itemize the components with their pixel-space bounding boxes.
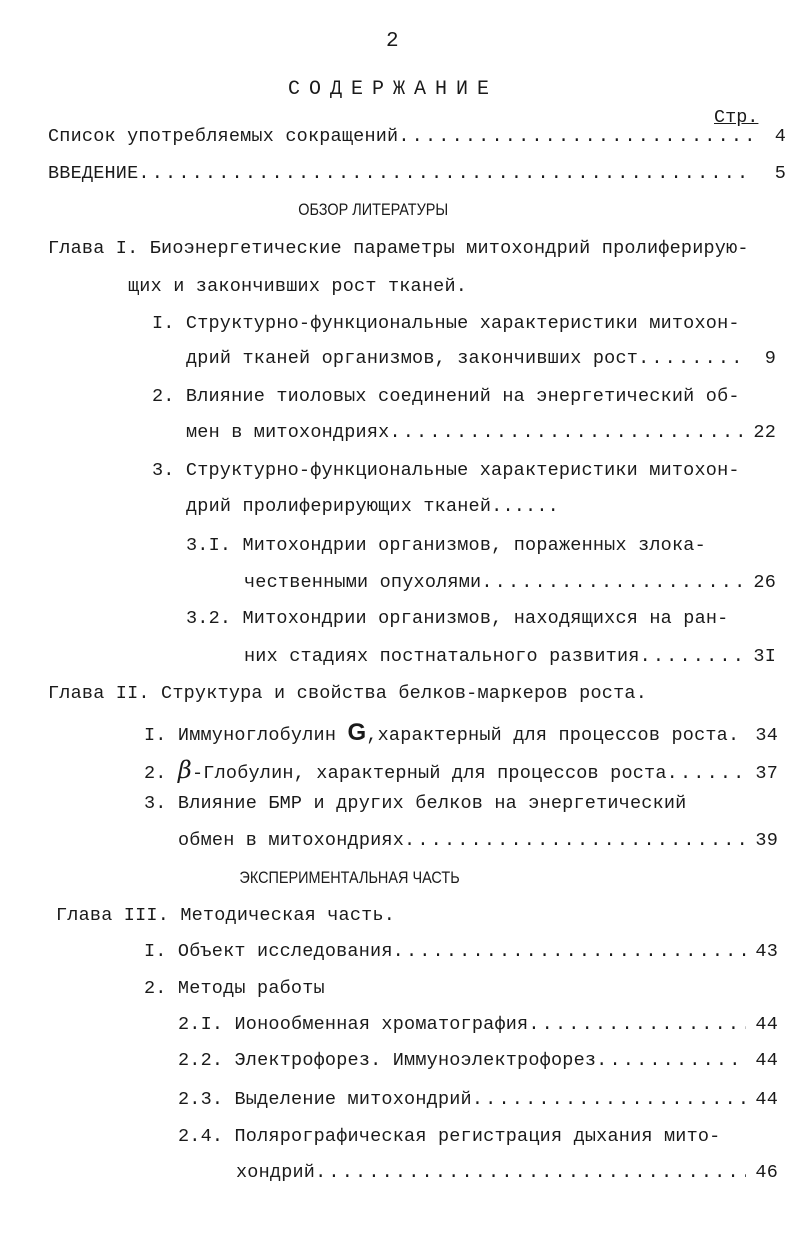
leader-dots xyxy=(315,1162,746,1183)
toc-entry-page: 46 xyxy=(755,1162,778,1183)
toc-entry-text: мен в митохондриях xyxy=(186,422,390,443)
toc-entry-text: 2.I. Ионообменная хроматография xyxy=(178,1014,529,1035)
symbol-g: G xyxy=(347,719,367,746)
chapter-3-heading: Глава III. Методическая часть. xyxy=(56,905,396,926)
leader-dots xyxy=(138,163,754,184)
toc-entry-text: обмен в митохондриях xyxy=(178,830,405,851)
toc-item-2-2 xyxy=(144,756,778,782)
toc-item-3-2-4: 2.4. Полярографическая регистрация дыхания мито- xyxy=(178,1126,721,1147)
toc-item-1-1: I. Структурно-функциональные характеристики митохон- xyxy=(152,313,740,334)
toc-entry-page: 37 xyxy=(755,763,778,784)
toc-item-1-2: 2. Влияние тиоловых соединений на энергетический об- xyxy=(152,386,740,407)
toc-entry-page: 9 xyxy=(764,348,776,369)
toc-entry-page: 26 xyxy=(753,572,776,593)
toc-item-1-2-cont xyxy=(186,422,776,448)
toc-entry-text: чественными опухолями xyxy=(244,572,482,593)
toc-item-3-2: 2. Методы работы xyxy=(144,978,325,999)
leader-dots xyxy=(472,1089,746,1110)
toc-entry-page: 43 xyxy=(755,941,778,962)
toc-entry-introduction xyxy=(48,163,786,189)
leader-dots xyxy=(393,941,746,962)
toc-item-2-1 xyxy=(144,719,778,745)
toc-entry-text: Список употребляемых сокращений xyxy=(48,126,399,147)
leader-dots xyxy=(638,348,744,369)
chapter-2-heading: Глава II. Структура и свойства белков-маркеров роста. xyxy=(48,683,647,704)
leader-dots xyxy=(404,830,746,851)
toc-entry-page: 4 xyxy=(774,126,786,147)
toc-entry-text: них стадиях постнатального развития xyxy=(244,646,640,667)
toc-item-2-3-cont xyxy=(178,830,778,856)
toc-item-3-2-4-cont xyxy=(236,1162,778,1188)
toc-item-1-3: 3. Структурно-функциональные характеристики митохон- xyxy=(152,460,740,481)
toc-entry-text: 2.2. Электрофорез. Иммуноэлектрофорез xyxy=(178,1050,597,1071)
section-heading-experimental: ЭКСПЕРИМЕНТАЛЬНАЯ ЧАСТЬ xyxy=(239,868,460,887)
leader-dots xyxy=(389,422,744,443)
toc-entry-text-rest: ,характерный для процессов роста. xyxy=(366,725,740,746)
leader-dots xyxy=(667,763,746,784)
toc-entry-text: 2.3. Выделение митохондрий xyxy=(178,1089,472,1110)
toc-entry-text: хондрий xyxy=(236,1162,316,1183)
leader-dots xyxy=(596,1050,746,1071)
toc-entry-text: дрий тканей организмов, закончивших рост xyxy=(186,348,639,369)
toc-entry-text: I. Объект исследования xyxy=(144,941,393,962)
section-heading-review: ОБЗОР ЛИТЕРАТУРЫ xyxy=(298,200,449,219)
toc-entry-page: 34 xyxy=(755,725,778,746)
toc-item-3-2-1 xyxy=(178,1014,778,1040)
toc-entry-page: 3I xyxy=(753,646,776,667)
page-title: СОДЕРЖАНИЕ xyxy=(288,78,499,101)
toc-entry-text: ВВЕДЕНИЕ xyxy=(48,163,139,184)
toc-item-3-2-2 xyxy=(178,1050,778,1076)
page-number: 2 xyxy=(386,30,399,53)
toc-entry-page: 5 xyxy=(774,163,786,184)
toc-entry-page: 44 xyxy=(755,1014,778,1035)
leader-dots xyxy=(640,646,744,667)
toc-item-1-1-cont xyxy=(186,348,776,374)
leader-dots xyxy=(481,572,744,593)
chapter-1-heading-cont: щих и закончивших рост тканей. xyxy=(128,276,468,297)
symbol-beta: β xyxy=(177,756,192,784)
toc-item-3-2-3 xyxy=(178,1089,778,1115)
leader-dots xyxy=(398,126,754,147)
toc-entry-text: 2. xyxy=(144,763,178,784)
page-column-label: Стр. xyxy=(714,107,759,128)
toc-entry-page: 44 xyxy=(755,1050,778,1071)
toc-item-2-3: 3. Влияние БМР и других белков на энергетический xyxy=(144,793,687,814)
toc-item-1-3-cont: дрий пролиферирующих тканей...... xyxy=(186,496,559,517)
toc-item-1-3-1-cont xyxy=(244,572,776,598)
chapter-1-heading: Глава I. Биоэнергетические параметры митохондрий пролиферирую- xyxy=(48,238,749,259)
toc-item-1-3-2-cont xyxy=(244,646,776,672)
toc-entry-text: I. Иммуноглобулин xyxy=(144,725,348,746)
toc-entry-page: 22 xyxy=(753,422,776,443)
toc-item-1-3-1: 3.I. Митохондрии организмов, пораженных злока- xyxy=(186,535,706,556)
toc-entry-abbreviations xyxy=(48,126,786,152)
toc-item-3-1 xyxy=(144,941,778,967)
leader-dots xyxy=(528,1014,746,1035)
toc-entry-page: 44 xyxy=(755,1089,778,1110)
toc-item-1-3-2: 3.2. Митохондрии организмов, находящихся на ран- xyxy=(186,608,729,629)
toc-entry-page: 39 xyxy=(755,830,778,851)
toc-entry-text-rest: -Глобулин, характерный для процессов роста xyxy=(191,763,667,784)
